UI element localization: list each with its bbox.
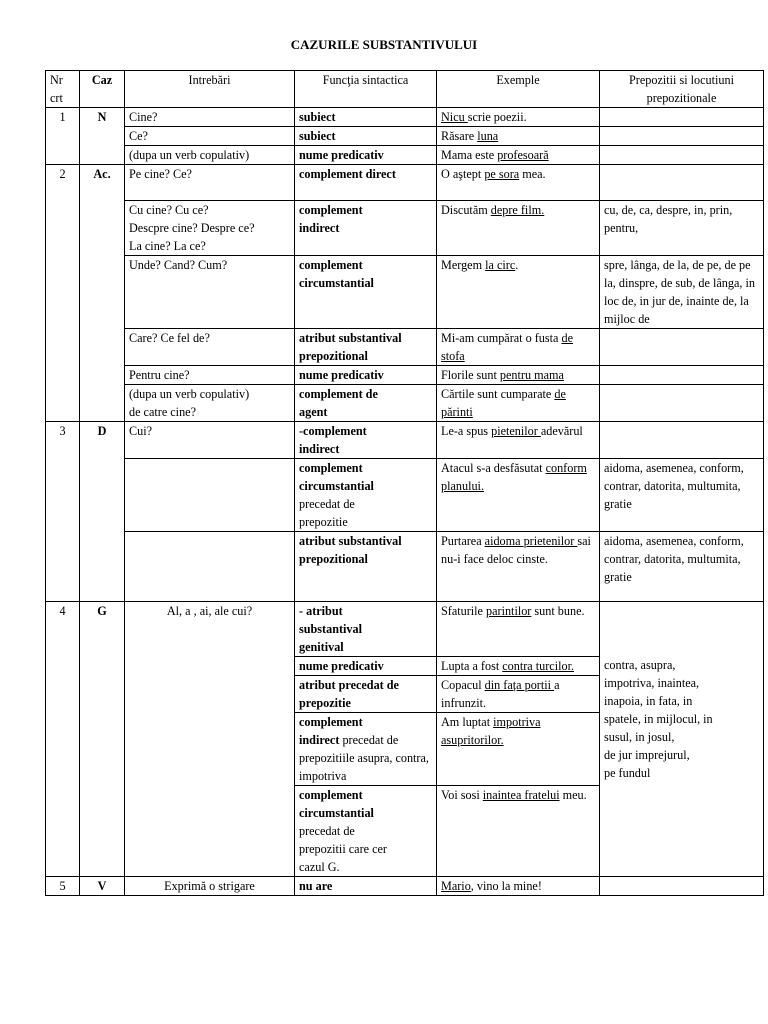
- exemplu-underlined: Mario: [441, 879, 471, 893]
- exemplu-text: Copacul: [441, 678, 485, 692]
- exemplu-cell: [437, 657, 600, 676]
- functie-cell: nume predicativ: [295, 366, 437, 385]
- exemplu-text: Atacul s-a desfăsutat: [441, 461, 546, 475]
- exemplu-underlined: pe sora: [484, 167, 520, 181]
- exemplu-text: Mama este: [441, 148, 498, 162]
- exemplu-text: Discutăm: [441, 203, 491, 217]
- nr-cell: 4: [46, 602, 80, 877]
- exemplu-underlined: la circ: [485, 258, 516, 272]
- exemplu-underlined: parintilor: [486, 604, 532, 618]
- intrebare-cell: Cui?: [125, 422, 295, 459]
- exemplu-cell: [437, 256, 600, 329]
- functie-cell: atribut substantival prepozitional: [295, 532, 437, 602]
- exemplu-underlined: depre film.: [490, 203, 545, 217]
- caz-cell: N: [80, 108, 125, 165]
- intrebare-cell: Cine?: [125, 108, 295, 127]
- prepozitii-cell: [600, 329, 764, 366]
- intrebare-cell: (dupa un verb copulativ) de catre cine?: [125, 385, 295, 422]
- table-row: [46, 256, 764, 329]
- intrebare-cell: Unde? Cand? Cum?: [125, 256, 295, 329]
- exemplu-cell: [437, 201, 600, 256]
- functie-cell: [295, 459, 437, 532]
- exemplu-cell: [437, 422, 600, 459]
- functie-cell: nu are: [295, 877, 437, 896]
- exemplu-text: Sfaturile: [441, 604, 487, 618]
- header-intrebari: Intrebări: [125, 71, 295, 108]
- table-row: [46, 165, 764, 201]
- functie-cell: subiect: [295, 127, 437, 146]
- prepozitii-cell: [600, 108, 764, 127]
- functie-bold: complement circumstantial: [299, 788, 374, 820]
- caz-cell: D: [80, 422, 125, 602]
- exemplu-underlined: pentru mama: [499, 368, 564, 382]
- exemplu-text: Le-a spus: [441, 424, 492, 438]
- exemplu-underlined: profesoară: [497, 148, 549, 162]
- header-caz: Caz: [80, 71, 125, 108]
- exemplu-text: scrie poezii.: [467, 110, 527, 124]
- table-row: [46, 366, 764, 385]
- functie-cell: nume predicativ: [295, 146, 437, 165]
- functie-bold: complement indirect: [299, 715, 363, 747]
- exemplu-cell: [437, 366, 600, 385]
- prepozitii-cell: contra, asupra, impotriva, inaintea, inapoia, in fata, in spatele, in mijlocul, in susul, in josul, de jur imprejurul, pe fundul: [600, 602, 764, 877]
- functie-cell: complement indirect: [295, 201, 437, 256]
- exemplu-text: Mi-am cumpărat o fusta: [441, 331, 562, 345]
- table-row: [46, 127, 764, 146]
- exemplu-text: Florile sunt: [441, 368, 500, 382]
- exemplu-cell: [437, 877, 600, 896]
- table-row: [46, 877, 764, 896]
- exemplu-text: Voi sosi: [441, 788, 483, 802]
- prepozitii-cell: aidoma, asemenea, conform, contrar, datorita, multumita, gratie: [600, 459, 764, 532]
- intrebare-cell: Cu cine? Cu ce? Descpre cine? Despre ce? La cine? La ce?: [125, 201, 295, 256]
- exemplu-cell: [437, 713, 600, 786]
- intrebare-cell: Pe cine? Ce?: [125, 165, 295, 201]
- header-prepozitii: Prepozitii si locutiuni prepozitionale: [600, 71, 764, 108]
- functie-cell: atribut precedat de prepozitie: [295, 676, 437, 713]
- exemplu-cell: [437, 108, 600, 127]
- functie-text: precedat de prepozitiile asupra, contra, impotriva: [299, 733, 429, 783]
- functie-cell: nume predicativ: [295, 657, 437, 676]
- exemplu-cell: [437, 127, 600, 146]
- exemplu-text: .: [515, 258, 519, 272]
- nr-cell: 2: [46, 165, 80, 422]
- prepozitii-cell: [600, 127, 764, 146]
- exemplu-cell: [437, 676, 600, 713]
- exemplu-underlined: contra turcilor.: [502, 659, 575, 673]
- intrebare-cell: [125, 459, 295, 532]
- exemplu-cell: [437, 146, 600, 165]
- header-functia: Funcţia sintactica: [295, 71, 437, 108]
- exemplu-text: Răsare: [441, 129, 478, 143]
- intrebare-cell: (dupa un verb copulativ): [125, 146, 295, 165]
- intrebare-cell: Care? Ce fel de?: [125, 329, 295, 366]
- prepozitii-cell: [600, 422, 764, 459]
- prepozitii-cell: [600, 165, 764, 201]
- functie-text: precedat de prepozitie: [299, 497, 355, 529]
- nr-cell: 5: [46, 877, 80, 896]
- exemplu-text: Purtarea: [441, 534, 485, 548]
- prepozitii-cell: cu, de, ca, despre, in, prin, pentru,: [600, 201, 764, 256]
- exemplu-text: mea.: [519, 167, 546, 181]
- exemplu-text: a infrunzit.: [441, 678, 560, 710]
- exemplu-underlined: pietenilor: [491, 424, 541, 438]
- exemplu-underlined: de părinti: [441, 387, 566, 419]
- exemplu-cell: [437, 329, 600, 366]
- prepozitii-cell: [600, 366, 764, 385]
- exemplu-underlined: inaintea fratelui: [482, 788, 560, 802]
- exemplu-cell: [437, 786, 600, 877]
- exemplu-text: Cărtile sunt cumparate: [441, 387, 555, 401]
- intrebare-cell: Pentru cine?: [125, 366, 295, 385]
- exemplu-text: meu.: [559, 788, 587, 802]
- functie-cell: complement direct: [295, 165, 437, 201]
- table-row: [46, 532, 764, 602]
- exemplu-underlined: din fața portii: [484, 678, 555, 692]
- page-title: CAZURILE SUBSTANTIVULUI: [290, 37, 478, 52]
- functie-cell: complement de agent: [295, 385, 437, 422]
- caz-cell: V: [80, 877, 125, 896]
- exemplu-underlined: aidoma prietenilor: [484, 534, 578, 548]
- functie-cell: - atribut substantival genitival: [295, 602, 437, 657]
- functie-cell: [295, 786, 437, 877]
- intrebare-cell: Al, a , ai, ale cui?: [125, 602, 295, 877]
- table-row: [46, 329, 764, 366]
- exemplu-text: , vino la mine!: [470, 879, 542, 893]
- exemplu-text: adevărul: [540, 424, 583, 438]
- table-row: [46, 459, 764, 532]
- table-row: [46, 146, 764, 165]
- caz-cell: G: [80, 602, 125, 877]
- exemplu-text: Am luptat: [441, 715, 494, 729]
- cases-table: [45, 70, 764, 896]
- functie-cell: subiect: [295, 108, 437, 127]
- table-row: [46, 602, 764, 657]
- exemplu-cell: [437, 532, 600, 602]
- table-header-row: [46, 71, 764, 108]
- functie-cell: atribut substantival prepozitional: [295, 329, 437, 366]
- exemplu-text: Mergem: [441, 258, 486, 272]
- exemplu-underlined: impotriva asupritorilor.: [441, 715, 541, 747]
- functie-bold: complement circumstantial: [299, 461, 374, 493]
- exemplu-cell: [437, 459, 600, 532]
- exemplu-underlined: luna: [477, 129, 499, 143]
- exemplu-cell: [437, 165, 600, 201]
- functie-text: precedat de prepozitii care cer cazul G.: [299, 824, 387, 874]
- exemplu-cell: [437, 602, 600, 657]
- functie-cell: complement circumstantial: [295, 256, 437, 329]
- intrebare-cell: Ce?: [125, 127, 295, 146]
- header-nr: Nr crt: [46, 71, 80, 108]
- table-row: [46, 108, 764, 127]
- functie-cell: -complement indirect: [295, 422, 437, 459]
- nr-cell: 3: [46, 422, 80, 602]
- exemplu-text: sunt bune.: [531, 604, 585, 618]
- functie-cell: [295, 713, 437, 786]
- caz-cell: Ac.: [80, 165, 125, 422]
- exemplu-underlined: Nicu: [441, 110, 468, 124]
- exemplu-underlined: de stofa: [441, 331, 573, 363]
- prepozitii-cell: spre, lânga, de la, de pe, de pe la, dinspre, de sub, de lânga, in loc de, in jur de, inainte de, la mijloc de: [600, 256, 764, 329]
- prepozitii-cell: [600, 146, 764, 165]
- header-exemple: Exemple: [437, 71, 600, 108]
- table-row: [46, 201, 764, 256]
- intrebare-cell: Exprimă o strigare: [125, 877, 295, 896]
- exemplu-underlined: conform planului.: [441, 461, 587, 493]
- prepozitii-cell: aidoma, asemenea, conform, contrar, datorita, multumita, gratie: [600, 532, 764, 602]
- exemplu-text: sai nu-i face deloc cinste.: [441, 534, 591, 566]
- table-row: [46, 422, 764, 459]
- table-row: [46, 385, 764, 422]
- prepozitii-cell: [600, 385, 764, 422]
- exemplu-text: Lupta a fost: [441, 659, 503, 673]
- exemplu-cell: [437, 385, 600, 422]
- prepozitii-cell: [600, 877, 764, 896]
- nr-cell: 1: [46, 108, 80, 165]
- intrebare-cell: [125, 532, 295, 602]
- exemplu-text: O aştept: [441, 167, 485, 181]
